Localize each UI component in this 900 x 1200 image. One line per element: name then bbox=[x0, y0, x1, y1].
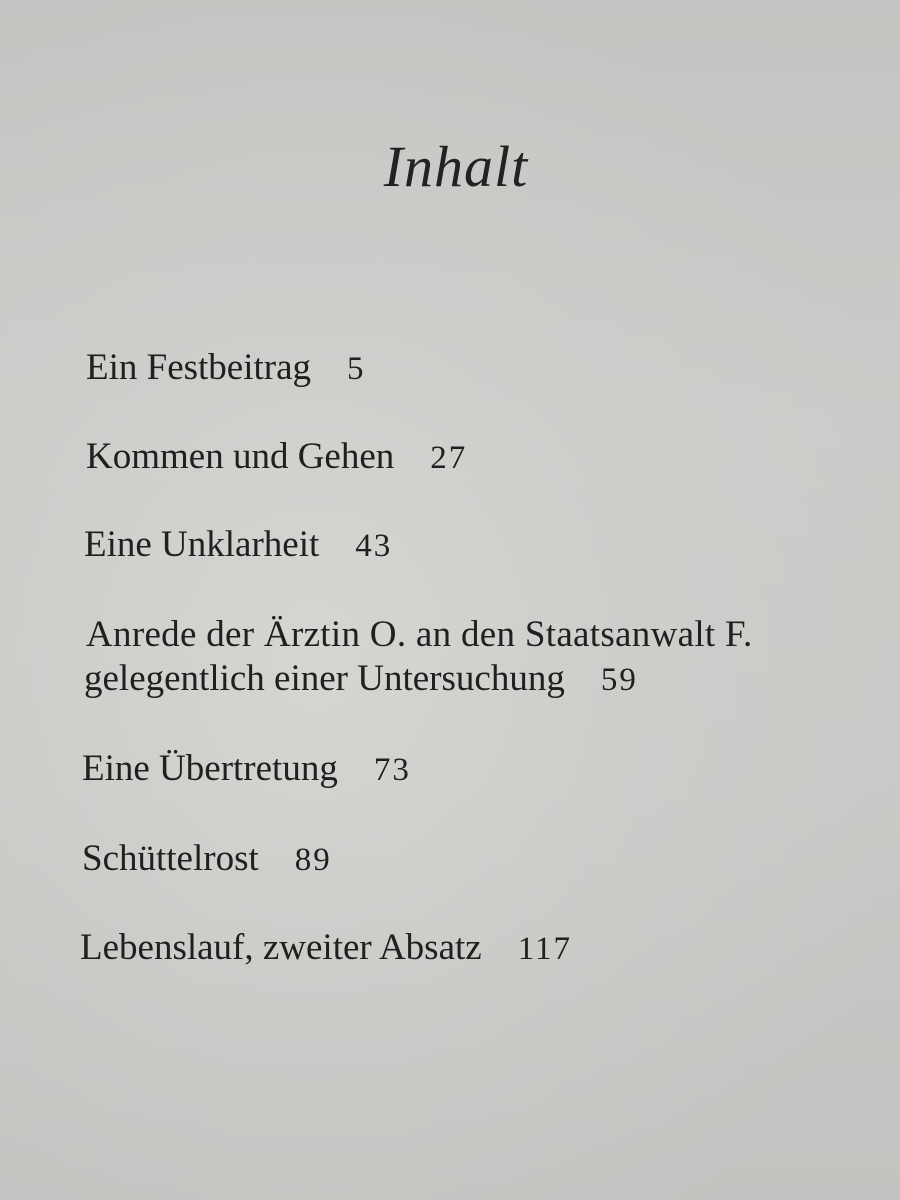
toc-entry bbox=[86, 345, 366, 392]
toc-entry bbox=[86, 434, 467, 481]
toc-entry-title: Lebenslauf, zweiter Absatz bbox=[80, 927, 482, 968]
toc-entry-page-number: 117 bbox=[517, 931, 572, 967]
toc-entry-title-continued: gelegentlich einer Untersuchung bbox=[84, 658, 565, 699]
toc-entry bbox=[84, 522, 392, 569]
toc-entry bbox=[82, 836, 332, 883]
toc-entry-page-number: 27 bbox=[430, 440, 468, 476]
toc-entry-title: Eine Übertretung bbox=[82, 748, 338, 789]
toc-entry bbox=[80, 925, 572, 972]
toc-entry-line-1 bbox=[86, 612, 753, 658]
page-title: Inhalt bbox=[383, 134, 529, 199]
toc-entry-page-number: 73 bbox=[373, 752, 411, 788]
toc-entry-page-number: 43 bbox=[355, 528, 393, 564]
toc-entry-page-number: 59 bbox=[600, 662, 638, 698]
toc-entry-title: Schüttelrost bbox=[82, 838, 259, 879]
toc-entry-title: Kommen und Gehen bbox=[86, 436, 395, 477]
toc-entry-line-2 bbox=[84, 656, 638, 703]
toc-entry-page-number: 5 bbox=[347, 351, 366, 387]
toc-entry-page-number: 89 bbox=[294, 842, 332, 878]
toc-entry-title: Eine Unklarheit bbox=[84, 524, 320, 565]
toc-entry bbox=[82, 746, 411, 793]
toc-entry-title: Ein Festbeitrag bbox=[86, 347, 312, 388]
toc-entry-title: Anrede der Ärztin O. an den Staatsanwalt F. bbox=[86, 614, 753, 655]
